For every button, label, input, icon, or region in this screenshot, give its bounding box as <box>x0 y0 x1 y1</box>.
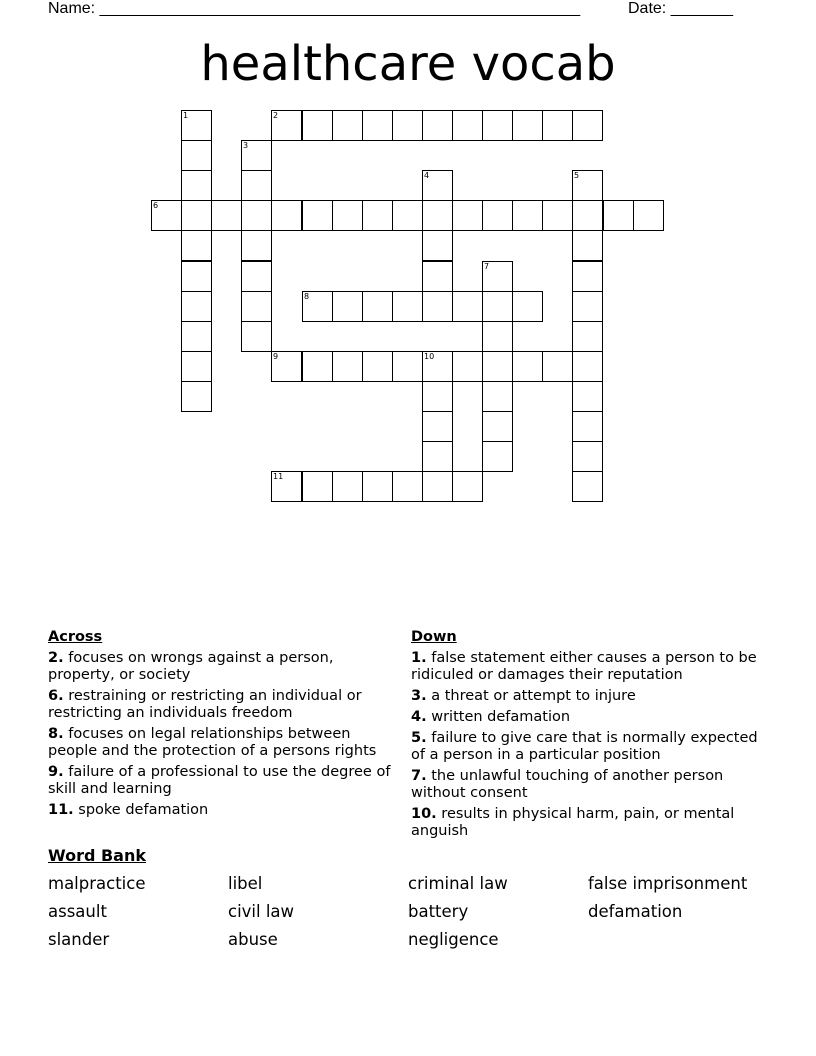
grid-cell[interactable] <box>422 200 453 231</box>
grid-cell[interactable] <box>302 291 333 322</box>
grid-cell[interactable] <box>572 411 603 442</box>
grid-cell[interactable] <box>542 351 573 382</box>
grid-cell[interactable] <box>512 291 543 322</box>
grid-cell[interactable] <box>572 200 603 231</box>
grid-cell[interactable] <box>181 321 212 352</box>
clue-number: 6 <box>153 201 159 210</box>
grid-cell[interactable] <box>392 351 423 382</box>
clue-number: 5. <box>411 730 427 746</box>
grid-cell[interactable] <box>422 261 453 292</box>
clue <box>411 806 761 840</box>
clue-number: 10 <box>424 352 435 361</box>
grid-cell[interactable] <box>422 471 453 502</box>
clue-text: focuses on wrongs against a person, property, or society <box>48 650 334 683</box>
grid-cell[interactable] <box>332 110 363 141</box>
clue-number: 4. <box>411 709 427 725</box>
grid-cell[interactable] <box>362 200 393 231</box>
clue-number: 1 <box>183 111 189 120</box>
grid-cell[interactable] <box>271 471 302 502</box>
grid-cell[interactable] <box>181 200 212 231</box>
grid-cell[interactable] <box>392 110 423 141</box>
clue <box>411 650 761 684</box>
grid-cell[interactable] <box>392 291 423 322</box>
grid-cell[interactable] <box>422 411 453 442</box>
grid-cell[interactable] <box>271 351 302 382</box>
word-bank-item: negligence <box>408 930 499 949</box>
grid-cell[interactable] <box>332 471 363 502</box>
clue-number: 7. <box>411 768 427 784</box>
clue <box>411 709 761 726</box>
grid-cell[interactable] <box>302 200 333 231</box>
grid-cell[interactable] <box>452 351 483 382</box>
down-heading: Down <box>411 629 457 645</box>
clue <box>48 726 393 760</box>
clue-number: 10. <box>411 806 437 822</box>
grid-cell[interactable] <box>422 351 453 382</box>
grid-cell[interactable] <box>362 351 393 382</box>
clue-number: 6. <box>48 688 64 704</box>
clue <box>48 764 393 798</box>
grid-cell[interactable] <box>181 381 212 412</box>
page-title: healthcare vocab <box>200 36 616 92</box>
grid-cell[interactable] <box>452 110 483 141</box>
grid-cell[interactable] <box>512 110 543 141</box>
word-bank-item: false imprisonment <box>588 874 748 893</box>
grid-cell[interactable] <box>422 291 453 322</box>
down-clues <box>411 629 761 844</box>
grid-cell[interactable] <box>572 441 603 472</box>
grid-cell[interactable] <box>181 110 212 141</box>
clue-text: failure to give care that is normally expected of a person in a particular position <box>411 730 758 763</box>
grid-cell[interactable] <box>362 471 393 502</box>
grid-cell[interactable] <box>271 200 302 231</box>
grid-cell[interactable] <box>422 441 453 472</box>
across-clues <box>48 629 393 823</box>
grid-cell[interactable] <box>482 441 513 472</box>
grid-cell[interactable] <box>422 381 453 412</box>
clue <box>411 688 761 705</box>
word-bank-item: abuse <box>228 930 278 949</box>
clue-number: 9 <box>273 352 279 361</box>
clue-number: 1. <box>411 650 427 666</box>
grid-cell[interactable] <box>572 351 603 382</box>
across-heading: Across <box>48 629 103 645</box>
name-line: Name: ______________________________________________________ <box>48 0 581 17</box>
down-clue-list <box>411 650 761 840</box>
grid-cell[interactable] <box>392 471 423 502</box>
grid-cell[interactable] <box>422 230 453 261</box>
grid-cell[interactable] <box>422 170 453 201</box>
grid-cell[interactable] <box>151 200 182 231</box>
grid-cell[interactable] <box>181 291 212 322</box>
clue-number: 4 <box>424 171 430 180</box>
clue <box>411 730 761 764</box>
clue-text: restraining or restricting an individual or restricting an individuals freedom <box>48 688 362 721</box>
word-bank-item: libel <box>228 874 263 893</box>
clue-number: 7 <box>484 262 490 271</box>
clue-number: 3 <box>243 141 249 150</box>
grid-cell[interactable] <box>392 200 423 231</box>
grid-cell[interactable] <box>241 291 272 322</box>
grid-cell[interactable] <box>241 170 272 201</box>
clue-text: spoke defamation <box>73 802 209 818</box>
grid-cell[interactable] <box>572 471 603 502</box>
grid-cell[interactable] <box>332 200 363 231</box>
word-bank-item: criminal law <box>408 874 508 893</box>
grid-cell[interactable] <box>572 110 603 141</box>
clue <box>48 688 393 722</box>
grid-cell[interactable] <box>241 140 272 171</box>
clue <box>411 768 761 802</box>
grid-cell[interactable] <box>362 110 393 141</box>
word-bank-item: slander <box>48 930 110 949</box>
clue-number: 8 <box>304 292 310 301</box>
grid-cell[interactable] <box>572 230 603 261</box>
grid-cell[interactable] <box>482 110 513 141</box>
grid-cell[interactable] <box>633 200 664 231</box>
grid-cell[interactable] <box>572 261 603 292</box>
clue <box>48 650 393 684</box>
word-bank-heading: Word Bank <box>48 846 147 865</box>
grid-cell[interactable] <box>241 230 272 261</box>
grid-cell[interactable] <box>603 200 634 231</box>
grid-cell[interactable] <box>302 471 333 502</box>
clue-text: written defamation <box>426 709 571 725</box>
clue-text: a threat or attempt to injure <box>426 688 636 704</box>
grid-cell[interactable] <box>181 170 212 201</box>
clue-number: 2 <box>273 111 279 120</box>
grid-cell[interactable] <box>332 351 363 382</box>
grid-cell[interactable] <box>241 321 272 352</box>
clue-text: the unlawful touching of another person without consent <box>411 768 724 801</box>
clue-number: 11. <box>48 802 74 818</box>
clue-text: false statement either causes a person to be ridiculed or damages their reputation <box>411 650 757 683</box>
across-clue-list <box>48 650 393 819</box>
grid-cell[interactable] <box>241 261 272 292</box>
word-bank-item: malpractice <box>48 874 146 893</box>
grid-cell[interactable] <box>241 200 272 231</box>
clue-number: 11 <box>273 472 284 481</box>
grid-cell[interactable] <box>572 170 603 201</box>
grid-cell[interactable] <box>542 110 573 141</box>
clue <box>48 802 393 819</box>
grid-cell[interactable] <box>482 321 513 352</box>
grid-cell[interactable] <box>211 200 242 231</box>
grid-cell[interactable] <box>542 200 573 231</box>
grid-cell[interactable] <box>181 261 212 292</box>
grid-cell[interactable] <box>362 291 393 322</box>
grid-cell[interactable] <box>482 261 513 292</box>
word-bank-item: assault <box>48 902 107 921</box>
grid-cell[interactable] <box>482 411 513 442</box>
clue-number: 8. <box>48 726 64 742</box>
grid-cell[interactable] <box>482 291 513 322</box>
grid-cell[interactable] <box>572 381 603 412</box>
clue-number: 3. <box>411 688 427 704</box>
crossword-grid <box>0 0 816 520</box>
grid-cell[interactable] <box>512 351 543 382</box>
grid-cell[interactable] <box>302 351 333 382</box>
word-bank-item: battery <box>408 902 469 921</box>
grid-cell[interactable] <box>181 140 212 171</box>
grid-cell[interactable] <box>181 230 212 261</box>
grid-cell[interactable] <box>452 200 483 231</box>
grid-cell[interactable] <box>452 471 483 502</box>
word-bank-item: defamation <box>588 902 683 921</box>
date-line: Date: _______ <box>628 0 733 17</box>
grid-cell[interactable] <box>181 351 212 382</box>
grid-cell[interactable] <box>482 351 513 382</box>
clue-number: 9. <box>48 764 64 780</box>
grid-cell[interactable] <box>482 381 513 412</box>
grid-cell[interactable] <box>572 291 603 322</box>
clue-text: focuses on legal relationships between people and the protection of a persons rights <box>48 726 377 759</box>
grid-cell[interactable] <box>332 291 363 322</box>
grid-cell[interactable] <box>512 200 543 231</box>
grid-cell[interactable] <box>271 110 302 141</box>
grid-cell[interactable] <box>572 321 603 352</box>
clue-number: 2. <box>48 650 64 666</box>
grid-cell[interactable] <box>302 110 333 141</box>
clue-text: failure of a professional to use the degree of skill and learning <box>48 764 391 797</box>
clue-number: 5 <box>574 171 580 180</box>
grid-cell[interactable] <box>482 200 513 231</box>
grid-cell[interactable] <box>452 291 483 322</box>
grid-cell[interactable] <box>422 110 453 141</box>
word-bank-item: civil law <box>228 902 295 921</box>
word-bank <box>48 874 768 950</box>
clue-text: results in physical harm, pain, or mental anguish <box>411 806 735 839</box>
